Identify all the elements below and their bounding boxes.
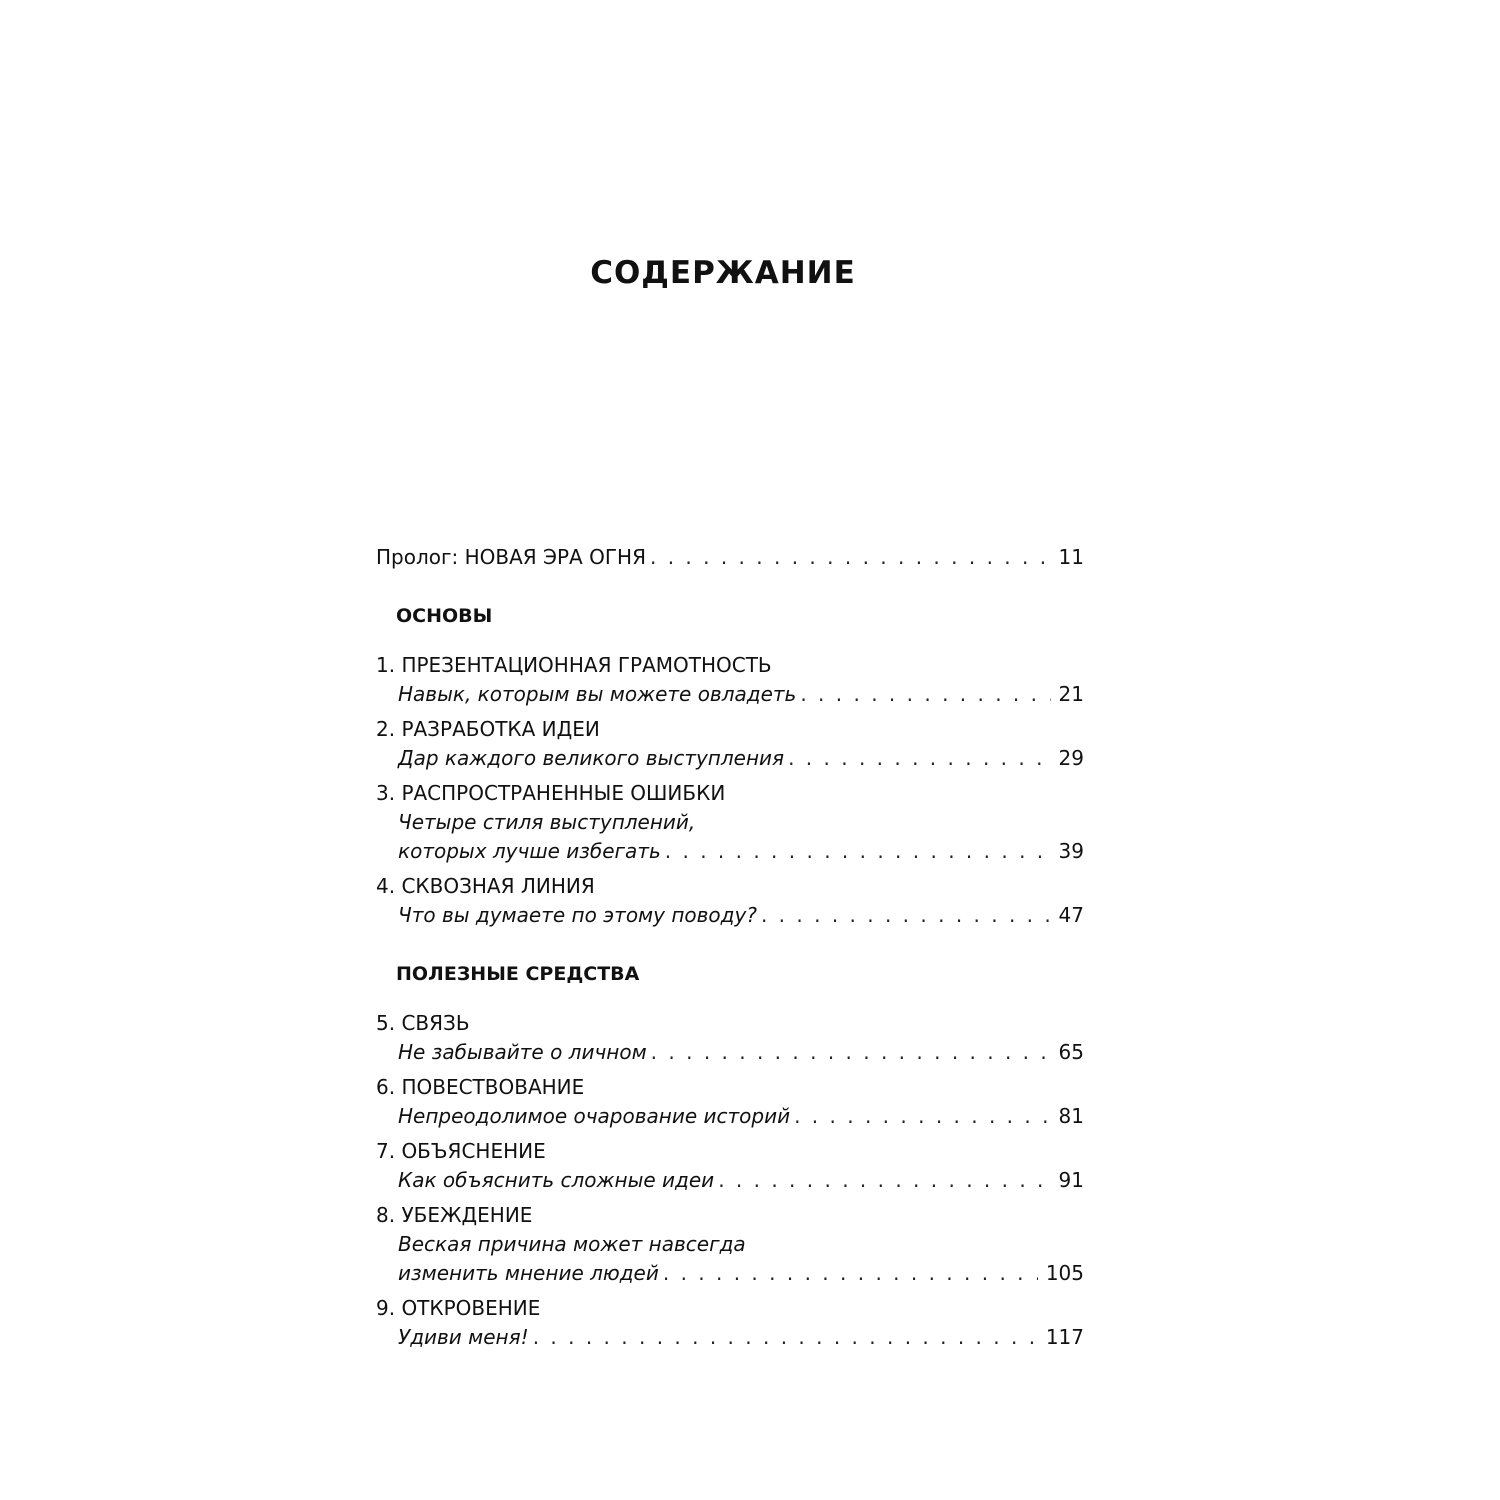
sections-list	[376, 572, 1084, 1352]
section-title: ПОЛЕЗНЫЕ СРЕДСТВА	[396, 963, 640, 985]
chapter-subtitle: Дар каждого великого выступления	[398, 746, 785, 770]
chapter-title: 3. РАСПРОСТРАНЕННЫЕ ОШИБКИ	[376, 781, 726, 805]
dot-leader	[533, 1323, 1038, 1352]
toc-entry[interactable]	[376, 1009, 1084, 1067]
chapter-subtitle: Что вы думаете по этому поводу?	[398, 903, 757, 927]
chapter-title: 7. ОБЪЯСНЕНИЕ	[376, 1139, 546, 1163]
toc-entry[interactable]	[376, 1294, 1084, 1352]
dot-leader	[650, 543, 1051, 572]
page-number: 39	[1058, 839, 1084, 863]
dot-leader	[663, 1259, 1038, 1288]
chapter-subtitle: Удиви меня!	[398, 1325, 529, 1349]
toc-entry[interactable]	[376, 651, 1084, 709]
page-number: 91	[1058, 1168, 1084, 1192]
dot-leader	[651, 1038, 1051, 1067]
chapter-subtitle: Не забывайте о личном	[398, 1040, 647, 1064]
chapter-title: 9. ОТКРОВЕНИЕ	[376, 1296, 541, 1320]
chapter-subtitle: которых лучше избегать	[398, 839, 661, 863]
toc-entry[interactable]	[376, 779, 1084, 866]
page-number: 21	[1058, 682, 1084, 706]
dot-leader	[718, 1166, 1050, 1195]
toc-entry-prologue[interactable]	[376, 543, 1084, 572]
section-title: ОСНОВЫ	[396, 605, 493, 627]
chapter-subtitle: Как объяснить сложные идеи	[398, 1168, 715, 1192]
chapter-title: 1. ПРЕЗЕНТАЦИОННАЯ ГРАМОТНОСТЬ	[376, 653, 772, 677]
page-number: 47	[1058, 903, 1084, 927]
chapter-title: 4. СКВОЗНАЯ ЛИНИЯ	[376, 874, 595, 898]
page-number: 105	[1045, 1261, 1084, 1285]
page-number: 29	[1058, 746, 1084, 770]
toc-entry[interactable]	[376, 1073, 1084, 1131]
dot-leader	[800, 680, 1050, 709]
chapter-subtitle: Непреодолимое очарование историй	[398, 1104, 791, 1128]
toc-entry[interactable]	[376, 715, 1084, 773]
toc-entry[interactable]	[376, 1201, 1084, 1288]
chapter-subtitle: Навык, которым вы можете овладеть	[398, 682, 797, 706]
chapter-subtitle: изменить мнение людей	[398, 1261, 659, 1285]
dot-leader	[794, 1102, 1050, 1131]
dot-leader	[665, 837, 1051, 866]
table-of-contents	[376, 543, 1084, 1352]
page-number: 11	[1058, 545, 1084, 569]
page-number: 65	[1058, 1040, 1084, 1064]
dot-leader	[761, 901, 1051, 930]
chapter-title: 8. УБЕЖДЕНИЕ	[376, 1203, 533, 1227]
chapter-title: 6. ПОВЕСТВОВАНИЕ	[376, 1075, 585, 1099]
page-number: 117	[1045, 1325, 1084, 1349]
toc-entry[interactable]	[376, 872, 1084, 930]
dot-leader	[788, 744, 1050, 773]
prologue-title: Пролог: НОВАЯ ЭРА ОГНЯ	[376, 545, 646, 569]
page-title: СОДЕРЖАНИЕ	[590, 255, 856, 291]
page-number: 81	[1058, 1104, 1084, 1128]
toc-entry[interactable]	[376, 1137, 1084, 1195]
chapter-title: 2. РАЗРАБОТКА ИДЕИ	[376, 717, 600, 741]
chapter-subtitle: Веская причина может навсегда	[398, 1232, 746, 1256]
chapter-title: 5. СВЯЗЬ	[376, 1011, 470, 1035]
chapter-subtitle: Четыре стиля выступлений,	[398, 810, 696, 834]
